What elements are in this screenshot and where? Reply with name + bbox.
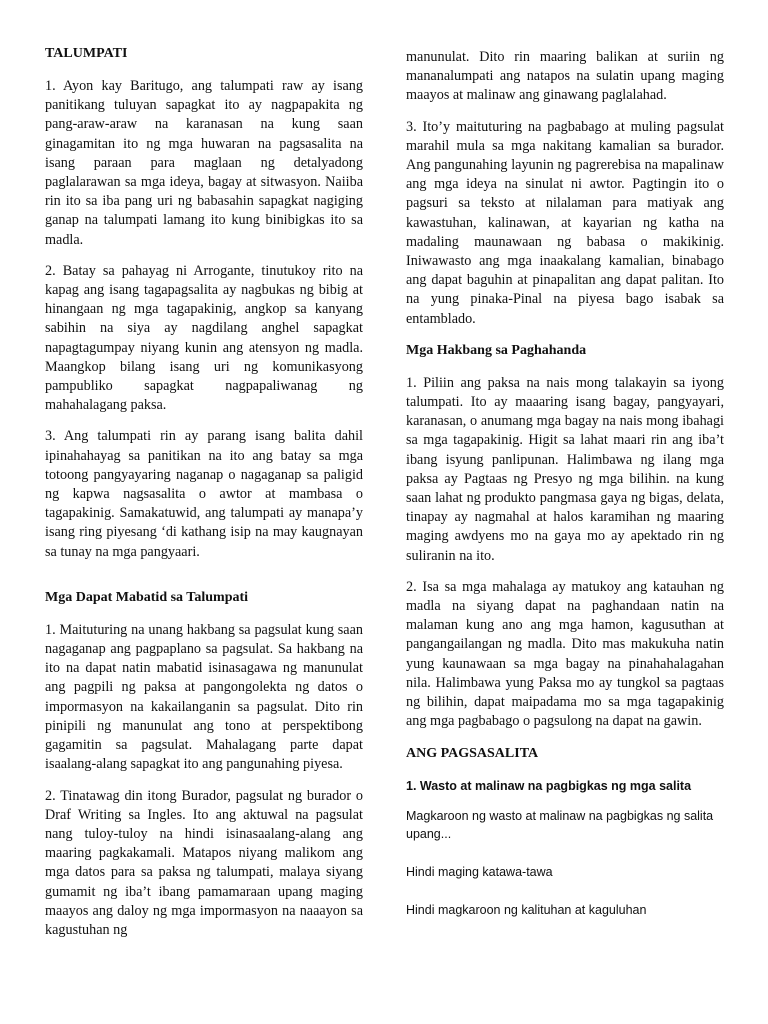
section-heading: Mga Dapat Mabatid sa Talumpati	[45, 589, 249, 605]
left-column	[45, 44, 363, 952]
sub-item-line: Hindi magkaroon ng kalituhan at kaguluhan	[406, 902, 647, 917]
sub-item-line: Hindi maging katawa-tawa	[406, 864, 553, 879]
paragraph: 1. Piliin ang paksa na nais mong talakayin sa iyong talumpati. Ito ay maaaring isang bagay, pangyayari, karanasan, o anumang mga bagay na nais mong ibahagi sa mga tagapakinig. Higit sa lahat maari rin ang iba’t ibang isyung panlipunan. Halimbawa ng ilang mga paksa ay Pagtaas ng Presyo ng mga bilihin. na kung saan lahat ng produkto pangmasa gaya ng bigas, delata, tinapay ay nagmahal at halos karamihan ng maaring maging awdyens mo na gaya mo ay apektado rin ng suliranin na ito.	[406, 374, 724, 564]
paragraph: 2. Tinatawag din itong Burador, pagsulat ng burador o Draf Writing sa Ingles. Ito ang aktuwal na pagsulat nang tuloy-tuloy na hindi isinasaalang-alang ang maaring pagkakamali. Matapos niyang malikom ang mga datos para sa paksa ng talumpati, malaya siyang gumamit ng iba’t ibang pamamaraan upang maging maayos ang daloy ng mga impormasyon na naaayon sa kagustuhan ng	[45, 787, 363, 938]
paragraph-continuation: manunulat. Dito rin maaring balikan at suriin ng mananalumpati ang natapos na sulatin upang maging maayos at malinaw ang ginawang paglalahad.	[406, 49, 724, 104]
section-heading: Mga Hakbang sa Paghahanda	[406, 342, 587, 358]
paragraph: 3. Ang talumpati rin ay parang isang balita dahil ipinahahayag sa panitikan na ito ang batay sa mga totoong pangyayaring naganap o nagaganap sa paligid ng kapwa nagsasalita o awtor at mambasa o tagapakinig. Samakatuwid, ang talumpati ay manapa’y isang ring piyesang ‘di kathang isip na may kaugnayan sa tunay na mga pangyaari.	[45, 428, 363, 560]
paragraph: 2. Isa sa mga mahalaga ay matukoy ang katauhan ng madla na siyang dapat na paghandaan natin na malaman kung ano ang mga hamon, kagusuthan at pangangailangan ng madla. Dito mas makukuha natin yung kaunawaan sa mga bagay na pinahahalagahan nila. Halimbawa yung Paksa mo ay tungkol sa pagtaas ng bilihin, dapat maipadama mo sa mga tagapakinig ang mga pagbabago o pagsulong na dapat na gawin.	[406, 578, 724, 730]
sub-item-heading: 1. Wasto at malinaw na pagbigkas ng mga salita	[406, 778, 692, 793]
paragraph: 3. Ito’y maituturing na pagbabago at muling pagsulat marahil mula sa mga nakitang kamalian sa burador. Ang pangunahing layunin ng pagrerebisa na mapalinaw ang mga ideya na sinulat ni awtor. Pagtingin ito o pagsuri sa teksto at nilalaman para matiyak ang kawastuhan, kalinawan, at kayarian ng katha na madaling maunawaan ng babasa o makikinig. Iniwawasto ang mga inaakalang kamalian, binabago ang dapat baguhin at pinapalitan ang dapat palitan. Ito na yung pinaka-Pinal na piyesa bago isabak sa entamblado.	[406, 118, 724, 327]
paragraph: 2. Batay sa pahayag ni Arrogante, tinutukoy rito na kapag ang isang tagapagsalita ay nagbukas ng bibig at hinangaan ng mga tagapakinig, angkop sa kanyang sabihin na siya ay nagdilang anghel sapagkat napagtagumpay niyang kunin ang atensyon ng madla. Maangkop bilang isang uri ng komunikasyong pampubliko sapagkat nagpapaliwanag ng mahahalagang paksa.	[45, 262, 363, 414]
paragraph: 1. Maituturing na unang hakbang sa pagsulat kung saan nagaganap ang pagpaplano sa pagsulat. Sa hakbang na ito na dapat natin mabatid isinasagawa ng manunulat ang pagpili ng paksa at pangongolekta ng datos o impormasyon na kakailanganin sa pagsulat. Dito rin pinipili ng manunulat ang tono at perspektibong gagamitin sa pagsulat. Mahalagang parte dapat isaalang-alang sapagkat ito ang pangunahing piyesa.	[45, 621, 363, 773]
subsection-heading: ANG PAGSASALITA	[406, 745, 539, 761]
page-title: TALUMPATI	[45, 46, 128, 61]
sub-item-line: Magkaroon ng wasto at malinaw na pagbigkas ng salita upang...	[406, 808, 714, 841]
right-column	[406, 48, 724, 939]
paragraph: 1. Ayon kay Baritugo, ang talumpati raw ay isang panitikang tuluyan sapagkat ito ay nagpapakita ng pang-araw-araw na karanasan na kung saan ginagamitan ito ng mga huwaran na pagsasalita na isang paraan para maglaan ng detalyadong paglalarawan sa mga ideya, bagay at sitwasyon. Naiiba rin ito sa iba pang uri ng babasahin sapagkat nagiging ganap na talumpati lamang ito kung binibigkas ito sa madla.	[45, 78, 363, 248]
